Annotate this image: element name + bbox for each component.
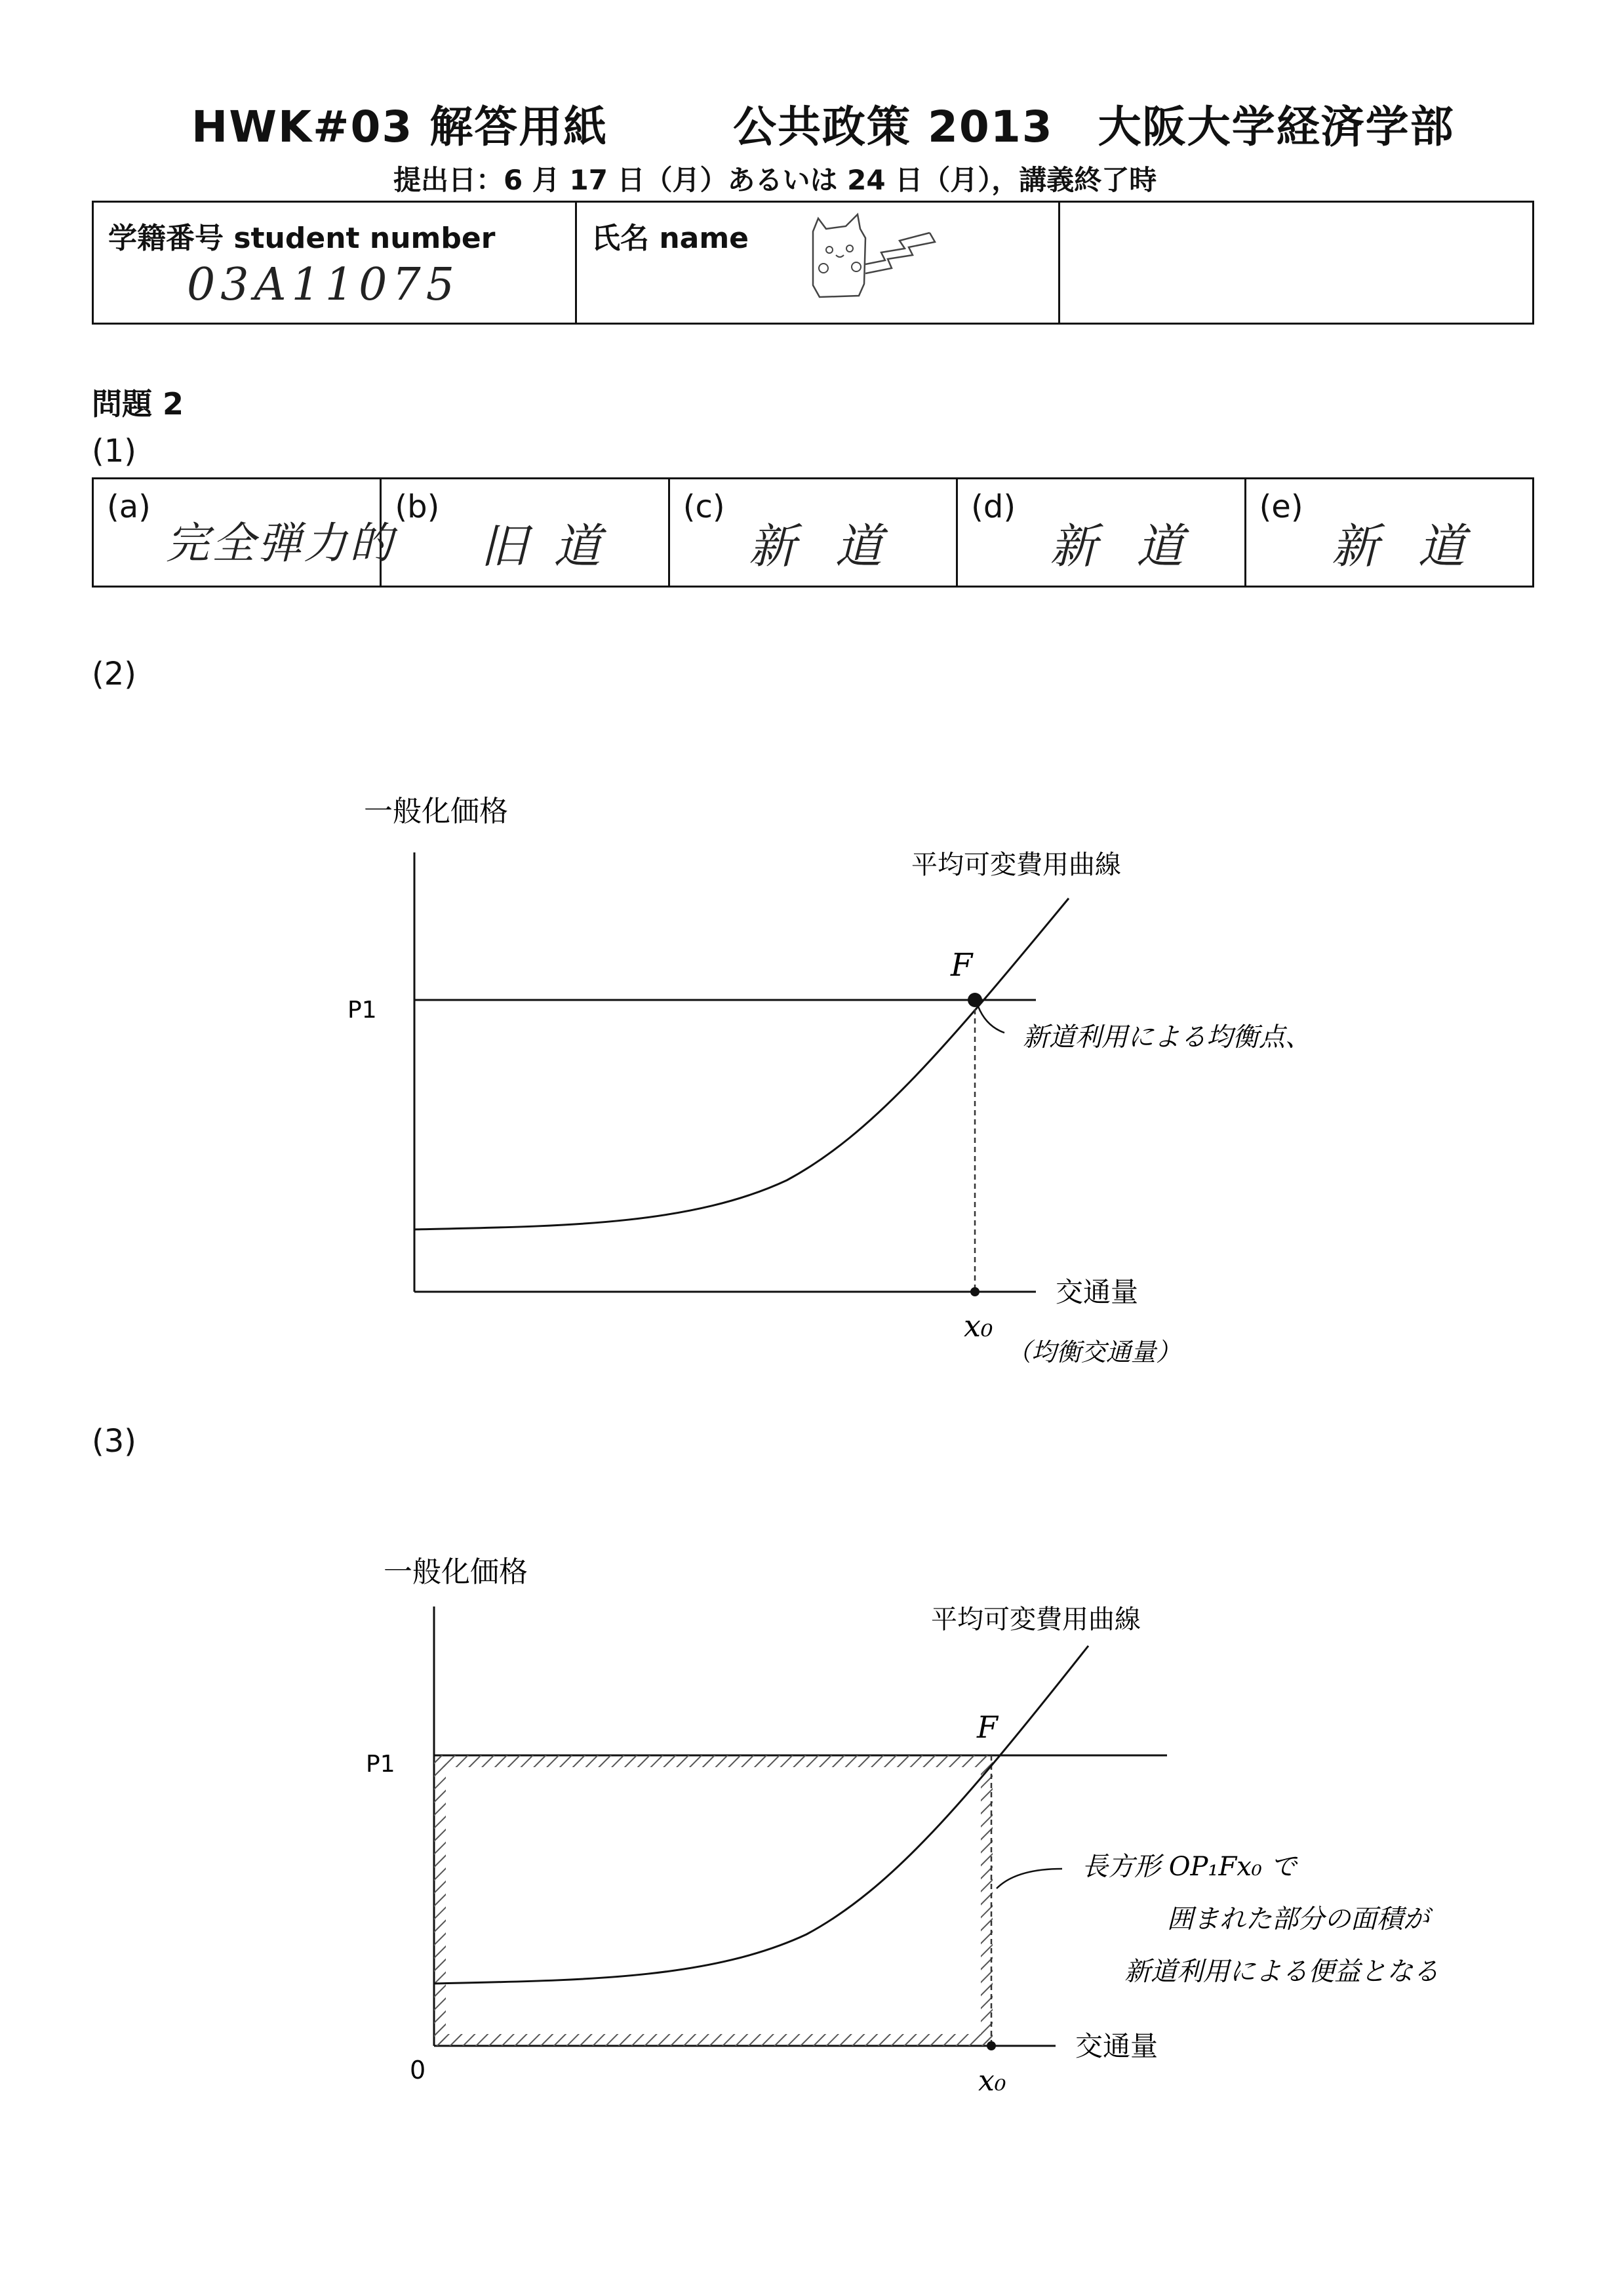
y-axis-label: 一般化価格 xyxy=(364,795,508,828)
answer-letter: (b) xyxy=(395,489,440,525)
origin-label: 0 xyxy=(410,2056,426,2085)
point-note: 新道利用による均衡点、 xyxy=(1023,1022,1311,1052)
problem-heading: 問題 2 xyxy=(92,386,184,422)
price-label: P1 xyxy=(366,1751,395,1778)
price-label: P1 xyxy=(347,997,377,1024)
name-label: 氏名 name xyxy=(591,222,749,255)
answer-text: 新道 xyxy=(1331,519,1505,574)
rectangle-hatch-left xyxy=(434,1755,446,2046)
answer-cell-c xyxy=(669,479,957,587)
equilibrium-point xyxy=(968,993,982,1007)
y-axis-label: 一般化価格 xyxy=(384,1555,528,1589)
extra-cell xyxy=(1060,202,1534,324)
rectangle-hatch-right xyxy=(981,1755,993,2046)
curve-label: 平均可変費用曲線 xyxy=(911,850,1121,880)
answer-cell-e xyxy=(1245,479,1533,587)
x-axis-label: 交通量 xyxy=(1056,1276,1139,1308)
x0-note: （均衡交通量） xyxy=(1006,1338,1181,1367)
answer-letter: (a) xyxy=(107,489,151,525)
doodle-drawing xyxy=(800,212,951,310)
student-number-label: 学籍番号 student number xyxy=(108,222,496,255)
x0-label: x₀ xyxy=(978,2064,1006,2092)
x0-label: x₀ xyxy=(964,1308,993,1344)
equilibrium-graph xyxy=(0,767,1624,1423)
answer-cell-d xyxy=(957,479,1245,587)
student-info-table xyxy=(92,201,1534,325)
answer-cell-a xyxy=(93,479,395,587)
answer-text: 新道 xyxy=(1050,519,1223,574)
answer-text: 新道 xyxy=(748,519,922,574)
note-line-1: 長方形 OP₁Fx₀ で xyxy=(1082,1852,1297,1882)
answer-text: 完全弾力的 xyxy=(166,518,395,569)
point-label: F xyxy=(951,947,973,984)
answer-letter: (c) xyxy=(683,489,725,525)
note-pointer xyxy=(997,1869,1062,1888)
student-number-cell xyxy=(93,202,576,324)
note-line-2: 囲まれた部分の面積が xyxy=(1167,1904,1429,1934)
x0-point xyxy=(987,2041,996,2050)
note-pointer xyxy=(978,1007,1004,1033)
part1-label: (1) xyxy=(92,433,136,469)
answers-table xyxy=(92,477,1534,588)
document-title: HWK#03 解答用紙 xyxy=(191,102,608,152)
rectangle-hatch-top xyxy=(434,1755,993,1767)
x0-point xyxy=(970,1287,980,1296)
submission-deadline: 提出日：6 月 17 日（月）あるいは 24 日（月），講義終了時 xyxy=(393,164,1157,196)
point-label: F xyxy=(977,1709,998,1745)
benefit-graph xyxy=(0,1534,1624,2092)
curve-label: 平均可変費用曲線 xyxy=(931,1605,1141,1635)
note-line-3: 新道利用による便益となる xyxy=(1124,1957,1439,1987)
answer-letter: (d) xyxy=(971,489,1016,525)
rectangle-hatch-bottom xyxy=(434,2034,993,2046)
student-number-value: 03A11075 xyxy=(187,259,460,311)
name-cell xyxy=(576,202,1060,324)
course-title: 公共政策 2013 大阪大学経済学部 xyxy=(733,102,1455,152)
answer-cell-b xyxy=(381,479,669,587)
part2-label: (2) xyxy=(92,656,136,692)
answer-text: 旧道 xyxy=(480,519,627,574)
x-axis-label: 交通量 xyxy=(1075,2030,1159,2062)
part3-label: (3) xyxy=(92,1423,136,1460)
answer-letter: (e) xyxy=(1259,489,1303,525)
